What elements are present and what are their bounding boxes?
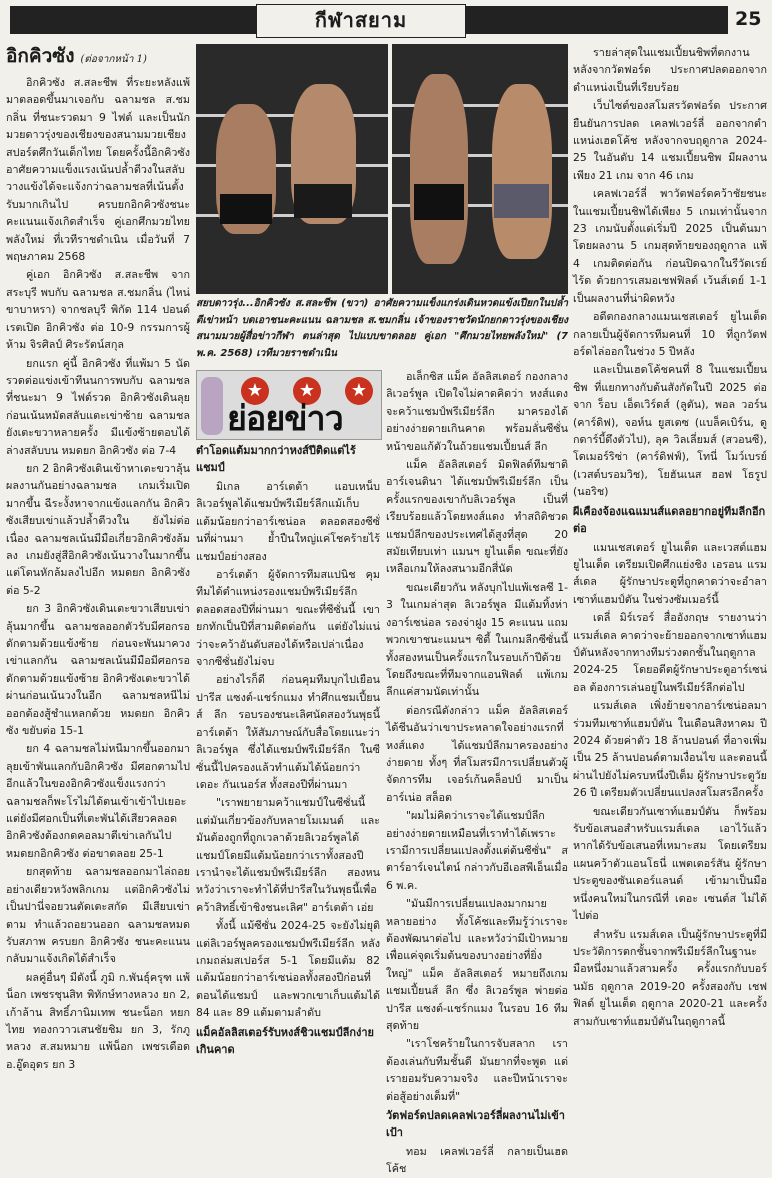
news-paragraph: เคลฟเวอร์ลี่ พาวัตฟอร์ดคว้าชัยชนะในแชมเปี้ยนชิพได้เพียง 5 เกมเท่านั้นจาก 23 เกมนับตั้งแต่เริ่มปี 2025 เป็นต้นมา โดยผลงาน 5 เกมสุดท้ายของฤดูกาล แพ้ 4 เกมติดต่อกัน ก่อนปิดฉากในรีวัดเรย์ ไร้ด ด้วยการเสมอเชฟฟิลด์ เว้นส์เดย์ 1-1 เป็นผลงานที่น่าผิดหวัง bbox=[573, 187, 767, 305]
news-paragraph: อดีตกองกลางแมนเชสเตอร์ ยูไนเต็ด กลายเป็นผู้จัดการทีมคนที่ 10 ที่ถูกวัตฟอร์ดไล่ออกในช่วง 5 ปีหลัง bbox=[573, 310, 767, 358]
continued-note: (ต่อจากหน้า 1) bbox=[80, 54, 147, 65]
news-paragraph: อย่างไรก็ดี ก่อนคุมทีมบุกไปเยือน ปารีส แซงต์-แชร์กแมง ทำศึกแชมเปี้ยนส์ ลีก รอบรองชนะเลิศนัดสองวันพุธนี้ อาร์เตต้า ให้สัมภาษณ์กับสื่อโดยแนะว่า ลิเวอร์พูล ซึ่งได้แชมป์พรีเมียร์ลีก ในซีซั่นนี้ไปครองแล้วทำแต้มได้น้อยกว่า เดอะ กันเนอร์ส ทั้งสองปีที่ผ่านมา bbox=[196, 673, 380, 791]
article-paragraph: อิกคิวซัง ส.สละชีพ ที่ระยะหลังแพ้มาตลอดขึ้นมาเจอกับ ฉลามชล ส.ชมกลิ่น ที่ชนะรวดมา 9 ไฟต์ และเป็นนักมวยดาวรุ่งของเชียงของสนามมวยเชียงสปอร์ตศึกวันเด็กไทย โดยครั้งนี้อิกคิวซังอาศัยความแข็งแรงเน้นปล้ำตีวงในสลับวางแข้งได้จะแจ้งกว่าฉลามชลที่เน้นตั้งรับมากเกินไป ครบยกอิกคิวซังชนะคะแนนแจ้งเกิดสำเร็จ คู่เอกศึกมวยไทยพลังใหม่ ที่เวทีราชดำเนิน เมื่อวันที่ 7 พฤษภาคม 2568 bbox=[6, 76, 190, 264]
masthead: กีฬาสยาม bbox=[256, 4, 466, 38]
news-paragraph: "ผมไม่คิดว่าเราจะได้แชมป์ลีกอย่างง่ายดายเหมือนที่เราทำได้เพราะเรามีการเปลี่ยนแปลงตั้งแต่ต้นซีซั่น" สตาร์อาร์เจนไตน์ กล่าวกับอีเอสพีเอ็นเมื่อ 6 พ.ค. bbox=[386, 809, 568, 892]
news-paragraph: รายล่าสุดในแชมเปี้ยนชิพที่ตกงาน หลังจากวัตฟอร์ด ประกาศปลดออกจากตำแหน่งเป็นที่เรียบร้อย bbox=[573, 46, 767, 94]
logo-decoration bbox=[201, 377, 223, 435]
yoi-khao-column bbox=[196, 368, 380, 1056]
logo-text: ย่อยข่าว bbox=[227, 399, 343, 439]
article-paragraph: ยก 4 ฉลามชลไม่หนีมากขึ้นออกมาลุยเข้าพันแลกกับอิกคิวซัง มีศอกตามไปอีกแล้วในของอิกคิวซังแข็งแรงกว่า ฉลามชลก็พะโรไม่ได้ตนเข้าเข้าไปเยอะแต่ยังมีศอกเป็นที่เตะพันได้เสียวคลอด อิกคิวซังต้องกดคอลมาตีเข่าเลกันไป หมดยกอิกคิวซัง ต่อขาดลอย 25-1 bbox=[6, 742, 190, 860]
yoi-khao-logo bbox=[196, 370, 382, 440]
news-paragraph: "มันมีการเปลี่ยนแปลงมากมายหลายอย่าง ทั้งโค้ชและทีมรู้ว่าเราจะต้องพัฒนาต่อไป และหวังว่ามีเป้าหมายเพื่อแค่จุดเริ่มต้นของบางอย่างที่ยิ่งใหญ่" แม็ค อัลลิสเตอร์ หมายถึงเกมแชมเปี้ยนส์ ลีก ซึ่ง ลิเวอร์พูล พ่ายต่อปารีส แซงต์-แชร์กแมง ในรอบ 16 ทีมสุดท้าย bbox=[386, 897, 568, 1033]
article-paragraph: คู่เอก อิกคิวซัง ส.สละชีพ จากสระบุรี พบกับ ฉลามชล ส.ชมกลิ่น (ไหน่ขาบาหรา) จากชลบุรี พิกัด 114 ปอนด์ เรตเปิด อิกคิวซัง ต่อ 10-9 กรรมการผู้ห้าม จิรศิลป์ ศิระรัตน์สกุล bbox=[6, 268, 190, 352]
news-paragraph: "เราพยายามคว้าแชมป์ในซีซั่นนี้ แต่มันเกี่ยวข้องกับหลายโมเมนต์ และมันต้องถูกที่ถูกเวลาด้วยลิเวอร์พูลได้แชมป์โดยมีแต้มน้อยกว่าเราทั้งสองปี เรานำจะได้แชมป์พรีเมียร์ลีก สองหน หวังว่าเราจะทำได้ที่ปารีสในวันพุธนี้เพื่อคว้าสิทธิ์เข้าชิงชนะเลิศ" อาร์เตต้า เอ่ย bbox=[196, 796, 380, 914]
article-paragraph: ยกสุดท้าย ฉลามชลออกมาไล่ถอยอย่างเดียวหวังพลิกเกม แต่อิกคิวซังไม่เป็นปานี่จอยวนตัดเตะสกัด มีเสียบเข่าตาม ทำแล้วถอยวนออก ฉลามชลหมดรับสภาพ ครบยก อิกคิวซัง ชนะคะแนนกลับมาแจ้งเกิดได้สำเร็จ bbox=[6, 865, 190, 966]
article-title bbox=[6, 44, 190, 72]
fighter-shorts bbox=[294, 184, 352, 218]
article-paragraph: ยก 3 อิกคิวซังเดินเตะขวาเสียบเข่าลุ้นมากขึ้น ฉลามชลออกตัวรับมีศอกรอดักตามด้วยแข้งซ้าย ก่อนจะพันมาควงเข่าแลกกัน ฉลามชลเน้นมีมือมีศอกรอดักตามด้วยแข้งซ้าย อิกคิวซังเตะขวาได้ผ่านก่อนเน้นวงในอีก ฉลามชลหนีไม่ออกต้องสู้ชำแหลกด้วย หมดยก อิกคิวซัง ขยับต่อ 15-1 bbox=[6, 602, 190, 738]
article-paragraph: ยก 2 อิกคิวซังเดินเข้าหาเตะขวาลุ้นผลงานกันอย่างฉลามชล เกมเริ่มเปิดมากขึ้น ฉีระงั้งหาจากแข้งแลกกัน อิกคิวซังเสียบเข่าแล้วปล้ำตีวงใน ยังไม่ต่อเนื่อง ฉลามชลเน้นมีมือเกี่ยวอิกคิวซังล้มลง เกมยังสู่สีอิกคิวซังเน้นวางในมากขึ้นแต่โดนหักล้มลงไปอีก หมดยก อิกคิวซัง ต่อ 5-2 bbox=[6, 461, 190, 597]
news-headline: ต๋าโอดแต้มมากกว่าหงส์ปีติดแต่ไร้แชมป์ bbox=[196, 444, 356, 474]
star-icon: ★ bbox=[345, 377, 373, 405]
right-column bbox=[573, 44, 767, 1028]
article-paragraph: ยกแรก คู่นี้ อิกคิวซัง ที่แพ้มา 5 นัดรวดต่อแข่งเข้าทีนนการพบกับ ฉลามชล ที่ชนะมา 9 ไฟต์รวด อิกคิวซังเดินลุยก่อนเน้นหมัดสลับแตะเข่าซ้าย ฉลามชลยังเตะขวาหลายครั้ง มีแข้งซ้ายตอบได้ล่างสลับบน หมดยก อิกคิวซัง ต่อ 7-4 bbox=[6, 356, 190, 457]
fighter-figure bbox=[410, 74, 468, 264]
star-icon: ★ bbox=[241, 377, 269, 405]
news-headline: วัตฟอร์ดปลดเคลฟเวอร์ลี่ผลงานไม่เข้าเป้า bbox=[386, 1109, 565, 1140]
news-paragraph: มิเกล อาร์เตต้า แอบเหน็บ ลิเวอร์พูลได้แชมป์พรีเมียร์ลีกแม้เก็บแต้มน้อยกว่าอาร์เซน่อล ตลอดสองซีซั่นที่ผ่านมา ย้ำปืนใหญ่แค่โชคร้ายไร้แชมป์อย่างสอง bbox=[196, 480, 380, 563]
star-icon: ★ bbox=[293, 377, 321, 405]
news-paragraph: สำหรับ แรมส์เดล เป็นผู้รักษาประตูที่มีประวัติการตกชั้นจากพรีเมียร์ลีกในฐานะมือหนึ่งมาแล้วสามครั้ง ครั้งแรกกับบอร์นมัธ ฤดูกาล 2019-20 ครั้งสองกับ เชฟฟิลด์ ยูไนเต็ด ฤดูกาล 2020-21 และครั้งสามกับเซาท์แฮมป์ตันในฤดูกาลนี้ bbox=[573, 927, 767, 1028]
news-paragraph: "เราโชคร้ายในการจับสลาก เราต้องเล่นกับทีมชั้นดี มันยากที่จะพูด แต่เรายอมรับความจริง และปีหน้าเราจะต่อสู้อย่างเต็มที่" bbox=[386, 1037, 568, 1103]
news-paragraph: และเป็นเฮดโค้ชคนที่ 8 ในแชมเปี้ยนชิพ ที่แยกทางกับต้นสังกัดในปี 2025 ต่อจาก ร็อบ เอ็ดเวิร์ดส์ (ลูตัน), พอล วอร์น (คาร์ดิฟ), จอห์น ยูสเตซ (แบล็คเบิร์น, ดูกดาร์บี้ดึงตัวไป), ลุค วิลเลี่ยมส์ (สวอนซี), โดเมอร์ริซ่า (คาร์ดิฟฟ์), โทนี่ โมว์เบรย์ (เวสต์บรอมวิช), โยฮันเนส ฮอฟ โธรูป (นอริช) bbox=[573, 363, 767, 499]
news-paragraph: ต่อกรณีดังกล่าว แม็ค อัลลิสเตอร์ได้ชีนอันว่าเขาประหลาดใจอย่างแรกที่ หงส์แดง ได้แชมป์ลีกมาครองอย่างง่ายดาย ทั้งๆ ที่สโมสรมีการเปลี่ยนตัวผู้จัดการทีม เจอร์เก้นคล็อปป์ มาเป็น อาร์เน่อ สล็อต bbox=[386, 703, 568, 804]
photo-group bbox=[196, 44, 568, 294]
news-paragraph: แรมส์เดล เพิ่งย้ายจากอาร์เซน่อลมาร่วมทีมเซาท์แฮมป์ตัน ในเดือนสิงหาคม ปี 2024 ด้วยค่าตัว 18 ล้านปอนด์ ที่อาจเพิ่มเป็น 25 ล้านปอนด์ตามเงื่อนไข และตอนนี้ผ่านไปยังไม่ครบหนึ่งปีเต็ม ผู้รักษาประตูวัย 26 ปี เตรียมตัวเปลี่ยนแปลงสโมสรอีกครั้ง bbox=[573, 699, 767, 800]
fighter-figure bbox=[492, 84, 552, 259]
news-paragraph: ทั้งนี้ แม้ซีซั่น 2024-25 จะยังไม่ยุติแต่ลิเวอร์พูลครองแชมป์พรีเมียร์ลีก หลังเกมถล่มสเปอร์ส 5-1 โดยมีแต้ม 82 แต้มน้อยกว่าอาร์เซน่อลทั้งสองปีก่อนที่ตอนได้แชมป์ และพวกเขาเก็บแต้มได้ 84 และ 89 แต้มตามลำดับ bbox=[196, 919, 380, 1020]
news-paragraph: ขณะเดียวกันเซาท์แฮมป์ตัน ก็พร้อมรับข้อเสนอสำหรับแรมส์เดล เอาไว้แล้ว หากได้รับข้อเสนอที่เหมาะสม โดยเตรียมแผนคว้าตัวแอนโธนี่ แพตเตอร์สัน ผู้รักษาประตูของซันเดอร์แลนด์ เข้ามาเป็นมือหนึ่งคนใหม่ในกรณีที่ เดอะ เซนต์ส ไม่ได้ไปต่อ bbox=[573, 804, 767, 923]
news-paragraph: เดลี่ มิร์เรอร์ สื่ออังกฤษ รายงานว่าแรมส์เดล คาดว่าจะย้ายออกจากเซาท์แฮมป์ตันหลังจากทางทีมร่วงตกชั้นในฤดูกาล 2024-25 โดยอดีตผู้รักษาประตูอาร์เซน่อล ต้องการเล่นอยู่ในพรีเมียร์ลีกต่อไป bbox=[573, 611, 767, 694]
fight-photo-right bbox=[392, 44, 568, 294]
fighter-shorts bbox=[220, 194, 272, 224]
news-paragraph: แมนเชสเตอร์ ยูไนเต็ด และเวสต์แฮม ยูไนเต็ด เตรียมเปิดศึกแย่งชิง เอรอน แรมส์เดล ผู้รักษาประตูที่ถูกคาดว่าจะอำลา เซาท์แฮมป์ตัน ในช่วงซัมเมอร์นี้ bbox=[573, 540, 767, 606]
news-paragraph: แม็ค อัลลิสเตอร์ มิดฟิลด์ทีมชาติอาร์เจนตินา ได้แชมป์พรีเมียร์ลีก เป็นครั้งแรกของเขากับลิเวอร์พูล เป็นที่เรียบร้อยแล้วโดยหงส์แดง ทำสถิติชวดแชมป์ลีกของประเทศได้สูงที่สุด 20 สมัยเทียบเท่า แมนฯ ยูไนเต็ด ขณะที่ยังเหลือเกมให้ลงสนามอีกสี่นัด bbox=[386, 458, 568, 576]
fighter-shorts bbox=[494, 184, 549, 218]
fighter-shorts bbox=[414, 184, 464, 220]
page-header bbox=[0, 0, 772, 40]
news-column-2 bbox=[386, 368, 568, 1176]
news-paragraph: อเล็กซิส แม็ค อัลลิสเตอร์ กองกลางลิเวอร์พูล เปิดใจไม่คาดคิดว่า หงส์แดง จะคว้าแชมป์พรีเมียร์ลีก มาครองได้อย่างง่ายดายเกินคาด พร้อมลั่นซีซั่นหน้าขอแก้ตัวในถ้วยแชมเปี้ยนส์ ลีก bbox=[386, 370, 568, 453]
page-number: 25 bbox=[735, 8, 762, 30]
article-paragraph: ผลคู่อื่นๆ มีดังนี้ ภูมิ ก.พันธุ์ครุฑ แพ้น็อก เพชรชุนสิท พิทักษ์ทางหลวง ยก 2, เก้าล้าน สิทธิ์ภานิมเทพ ชนะน็อก หยกไทย ทองกวาวเสนชัยชิม ยก 3, รักภูหลวง ส.สมหมาย แพ้น็อก เพชรเดือด อ.อู๊ดอุดร ยก 3 bbox=[6, 970, 190, 1071]
article-title-text: อิกคิวซัง bbox=[6, 45, 75, 67]
news-headline: ผีเคืองจ้องแฉแมนส์แดลอยากอยู่ทีมลีกอีกต่อ bbox=[573, 504, 766, 535]
news-paragraph: อาร์เตต้า ผู้จัดการทีมสแปนิช คุมทีมได้ตำแหน่งรองแชมป์พรีเมียร์ลีก ตลอดสองปีที่ผ่านมา ขณะที่ซีซั่นนี้ เขายกทักเป็นปีที่สามติดต่อกัน แต่ยังไม่แน่ว่าจะคว้าอันดับสองได้หรือเปล่าเนื่องจากซีซั่นยังไม่จบ bbox=[196, 568, 380, 669]
news-paragraph: ขณะเดียวกัน หลังบุกไปแพ้เชลซี 1-3 ในเกมล่าสุด ลิเวอร์พูล มีแต้มทิ้งห่างอาร์เซน่อล รองจ่าฝูง 15 คะแนน แถมพวกเขาชนะแมนฯ ซิตี้ ในเกมลีกซีซั่นนี้ทั้งสองหนเป็นครั้งแรกในรอบเก้าปีด้วยโดยถึงขณะที่ทีมจากแอนฟิลด์ แพ้เกมลีกแค่สามนัดเท่านั้น bbox=[386, 580, 568, 699]
news-paragraph: ทอม เคลฟเวอร์ลี่ กลายเป็นเฮดโค้ช bbox=[386, 1145, 568, 1176]
left-column bbox=[6, 44, 190, 1071]
photo-caption: สยบดาวรุ่ง...อิกคิวซัง ส.สละชีพ (ขวา) อาศัยความแข็งแกร่งเดินหวดแข้งเปียกในปล้ำตีเข่าหน้า บดเอาชนะคะแนน ฉลามชล ส.ชมกลิ่น เจ้าของราชวัดนักยกดาวรุ่งของเชียงสนามมวยผู้สื่อข่าวกีฬา ตนล่าสุด ไปแบบขาดลอย คู่เอก "ศึกมวยไทยพลังใหม่" (7 พ.ค. 2568) เวทีมวยราชดำเนิน bbox=[196, 298, 568, 359]
fight-photo-left bbox=[196, 44, 388, 294]
news-headline: แม็คอัลลิสเตอร์รับหงส์ชิวแชมป์ลีกง่ายเกินคาด bbox=[196, 1025, 374, 1056]
news-paragraph: เว็บไซต์ของสโมสรวัตฟอร์ด ประกาศยืนยันการปลด เคลฟเวอร์ลี่ ออกจากตำแหน่งเฮดโค้ช หลังจากจบฤดูกาล 2024-25 ในอันดับ 14 แชมเปี้ยนชิพ มีผลงานเพียง 21 เกม จาก 46 เกม bbox=[573, 99, 767, 182]
